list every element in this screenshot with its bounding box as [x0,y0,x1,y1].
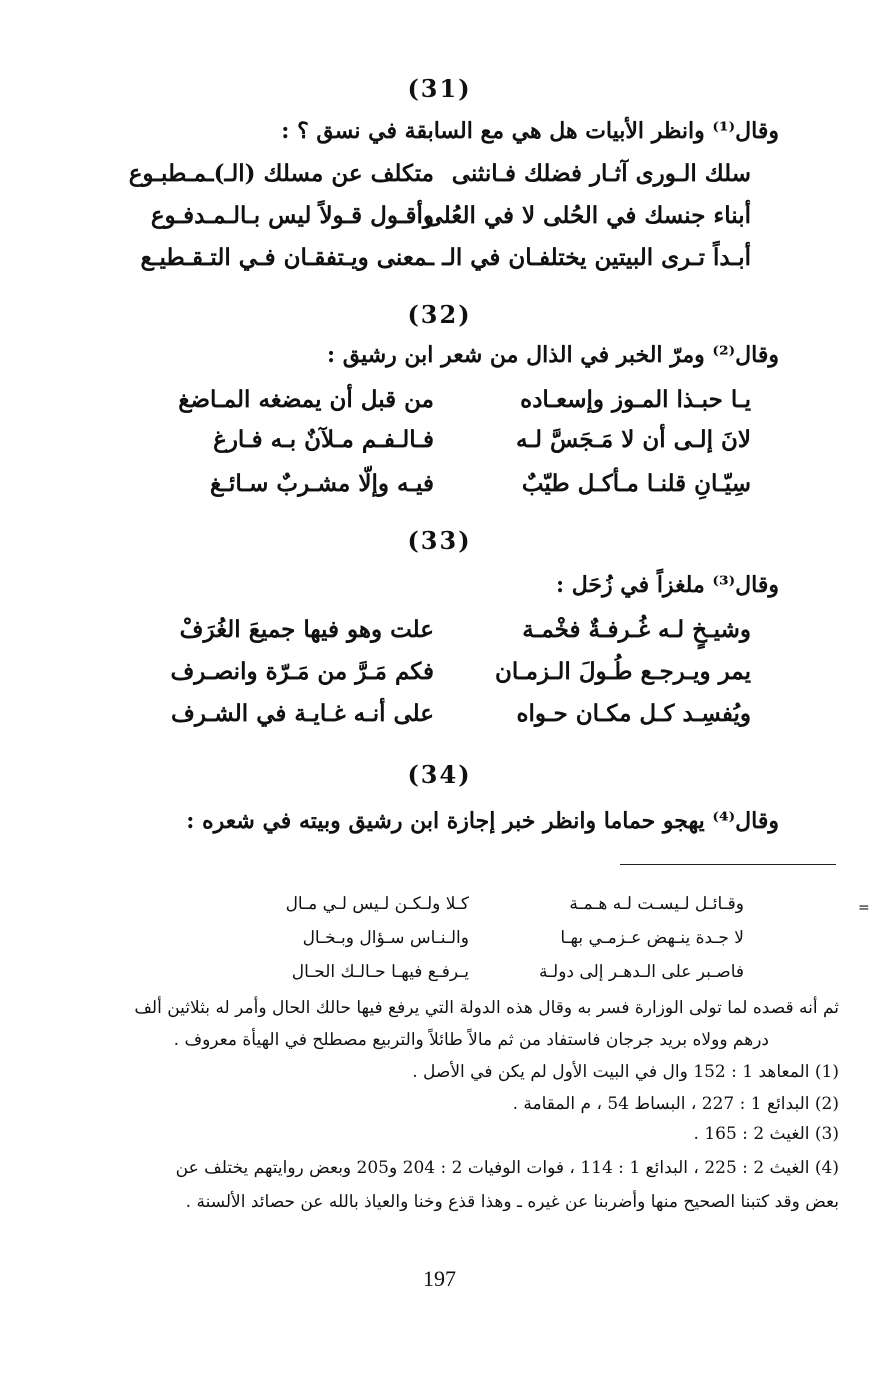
verse-second-hemistich: فـالـفـم مـلآنٌ بـه فـارغ [213,426,434,453]
page-number: 197 [423,1266,456,1291]
verse-first-hemistich: لا جـدة ينـهض عـزمـي بهـا [560,928,744,948]
footnote-separator [620,864,836,865]
footnote-verse-line [0,894,879,924]
verse-first-hemistich: سلك الـورى آثـار فضلك فـانثنى [451,160,751,187]
footnote-reference-1: (1) المعاهد 1 : 152 وال في البيت الأول لم يكن في الأصل . [412,1062,839,1082]
verse-line [0,658,879,698]
verse-first-hemistich: أبناء جنسك في الحُلى لا في العُلى [424,202,751,229]
poem-intro: وقال⁽³⁾ ملغزاً في زُحَل : [555,572,779,598]
verse-second-hemistich: يـرفـع فيهـا حـالـك الحـال [291,962,469,982]
verse-first-hemistich: ويُفسِـد كـل مكـان حـواه [516,700,751,727]
verse-first-hemistich: وشيـخٍ لـه غُـرفـةٌ فخْمـة [522,616,751,643]
footnote-text: ثم أنه قصده لما تولى الوزارة فسر به وقال هذه الدولة التي يرفع فيها حالك الحال وأمر له بثلاثين ألف [134,998,839,1018]
footnote-verse-line [0,962,879,992]
verse-second-hemistich: والـنـاس سـؤال وبـخـال [302,928,469,948]
verse-first-hemistich: يمر ويـرجـع طُـولَ الـزمـان [495,658,751,685]
verse-second-hemistich: على أنـه غـايـة في الشـرف [171,700,434,727]
verse-second-hemistich: وأقـول قـولاً ليس بـالـمـدفـوع [150,202,434,229]
poem-intro: وقال⁽²⁾ ومرّ الخبر في الذال من شعر ابن رشيق : [326,342,779,368]
poem-intro: وقال⁽¹⁾ وانظر الأبيات هل هي مع السابقة في نسق ؟ : [281,118,779,144]
verse-first-hemistich: فاصـبر على الـدهـر إلى دولـة [538,962,744,982]
verse-first-hemistich: وقـائـل لـيسـت لـه هـمـة [569,894,744,914]
verse-first-hemistich: لانَ إلـى أن لا مَـجَسَّ لـه [515,426,751,453]
verse-second-hemistich: ـمعنى ويـتفقـان فـي التـقـطيـع [140,244,434,271]
footnote-text: درهم وولاه بريد جرجان فاستفاد من ثم مالاً طائلاً والتربيع مصطلح في الهيأة معروف . [173,1030,769,1050]
verse-second-hemistich: فكم مَـرَّ من مَـرّة وانصـرف [170,658,434,685]
footnote-reference-3: (3) الغيث 2 : 165 . [693,1124,839,1144]
verse-line [0,700,879,740]
verse-line [0,202,879,242]
footnote-reference-4: (4) الغيث 2 : 225 ، البدائع 1 : 114 ، فوات الوفيات 2 : 204 و205 وبعض روايتهم يختلف عن [175,1158,839,1178]
poem-number: (33) [407,526,472,555]
verse-first-hemistich: أبـداً تـرى البيتين يختلفـان في الـ [442,244,751,271]
poem-number: (34) [407,760,472,789]
verse-second-hemistich: من قبل أن يمضغه المـاضغ [178,386,434,413]
verse-line [0,470,879,510]
verse-line [0,426,879,466]
verse-second-hemistich: فيـه وإلّا مشـربٌ سـائـغ [210,470,434,497]
verse-line [0,244,879,284]
verse-second-hemistich: علت وهو فيها جميعَ الغُرَفْ [179,616,434,643]
poem-intro: وقال⁽⁴⁾ يهجو حماما وانظر خبر إجازة ابن رشيق وبيته في شعره : [186,808,779,834]
verse-first-hemistich: يـا حبـذا المـوز وإسعـاده [520,386,751,413]
continuation-mark: = [858,900,870,916]
verse-second-hemistich: كـلا ولـكـن لـيس لـي مـال [285,894,469,914]
verse-first-hemistich: سِيّـانِ قلنـا مـأكـل طيّبٌ [521,470,751,497]
footnote-reference-2: (2) البدائع 1 : 227 ، البساط 54 ، م المقامة . [512,1094,839,1114]
verse-line [0,616,879,656]
verse-line [0,160,879,200]
poem-number: (31) [407,74,472,103]
footnote-verse-line [0,928,879,958]
footnote-text: بعض وقد كتبنا الصحيح منها وأضربنا عن غيره ـ وهذا قذع وخنا والعياذ بالله عن حصائد الألسنة . [185,1192,839,1212]
poem-number: (32) [407,300,472,329]
verse-line [0,386,879,426]
verse-second-hemistich: متكلف عن مسلك (الـ)ـمـطبـوع [128,160,434,187]
